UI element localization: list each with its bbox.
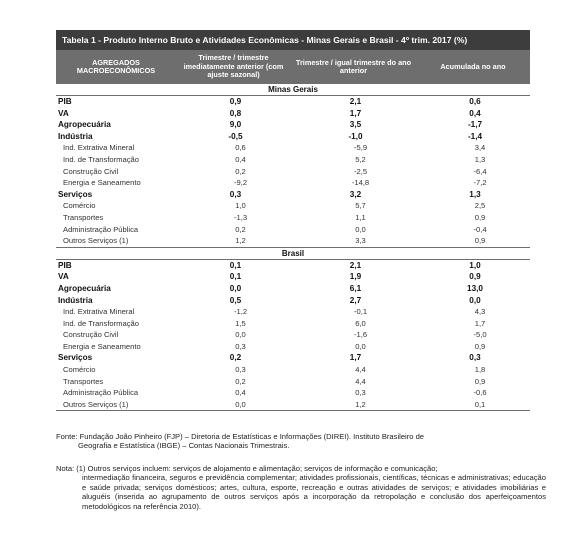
value-quarter-vs-year-ago: 6,1 — [349, 283, 362, 293]
value-quarter-vs-year-ago: 6,0 — [355, 318, 366, 328]
table-row — [56, 177, 530, 189]
row-label: Administração Pública — [63, 224, 139, 234]
value-quarter-vs-previous: 0,0 — [229, 283, 242, 293]
header-aggregates: AGREGADOS MACROECONÔMICOS — [76, 57, 156, 75]
footnote — [56, 464, 546, 511]
footnote-rest: intermediação financeira, seguros e previdência complementar; atividades profissionais, científicas, técnicas e administrativas; educação e saúde privada; serviços domésticos; artes, cultura, esporte, recreação e outras atividades de serviços; e atividades imobiliárias e aluguéis (inserida ao agrupamento de outros serviços após a incorporação da retropolação e conclusão dos aperfeiçoamentos metodológicos na referência 2010). — [82, 473, 546, 511]
header-quarter-vs-year-ago: Trimestre / igual trimestre do ano anterior — [295, 57, 412, 75]
value-quarter-vs-previous: -0,5 — [228, 131, 243, 141]
value-quarter-vs-year-ago: 1,7 — [349, 108, 362, 118]
value-accumulated: -0,6 — [473, 388, 487, 398]
table-row — [56, 271, 530, 283]
table-row — [56, 131, 530, 143]
value-quarter-vs-previous: 0,3 — [229, 189, 242, 199]
value-quarter-vs-previous: 0,6 — [235, 143, 246, 153]
table-row — [56, 96, 530, 108]
value-accumulated: 1,3 — [474, 154, 486, 164]
row-label: PIB — [58, 97, 72, 106]
row-label: Transportes — [63, 376, 104, 386]
footnote-first-line: Nota: (1) Outros serviços incluem: serviços de alojamento e alimentação; serviços de informação e comunicação; — [56, 464, 438, 473]
value-accumulated: 0,9 — [474, 376, 486, 386]
value-quarter-vs-year-ago: 2,1 — [349, 260, 362, 270]
row-label: Transportes — [63, 212, 104, 222]
row-label: Indústria — [58, 131, 93, 141]
value-quarter-vs-previous: 0,5 — [229, 295, 242, 305]
row-label: Indústria — [58, 295, 93, 305]
row-label: Ind. de Transformação — [63, 154, 139, 164]
table-bottom-rule — [56, 410, 530, 411]
table-row — [56, 364, 530, 376]
value-quarter-vs-year-ago: 1,1 — [355, 212, 366, 222]
value-quarter-vs-previous: 0,2 — [235, 224, 246, 234]
value-accumulated: 0,3 — [469, 353, 481, 363]
value-accumulated: 1,8 — [474, 365, 486, 375]
value-quarter-vs-previous: 1,2 — [235, 236, 246, 246]
value-quarter-vs-year-ago: 0,0 — [355, 341, 366, 351]
value-accumulated: 4,3 — [474, 307, 486, 317]
row-label: Ind. Extrativa Mineral — [63, 307, 135, 317]
table-row — [56, 306, 530, 318]
header-quarter-vs-previous: Trimestre / trimestre imediatamente anterior (com ajuste sazonal) — [183, 53, 284, 80]
table-row — [56, 318, 530, 330]
value-accumulated: 13,0 — [467, 283, 483, 293]
row-label: Ind. de Transformação — [63, 318, 139, 328]
value-quarter-vs-previous: 0,4 — [235, 388, 246, 398]
row-label: Energia e Saneamento — [63, 341, 141, 351]
value-quarter-vs-year-ago: 2,1 — [349, 97, 362, 106]
source-line-1: Fonte: Fundação João Pinheiro (FJP) – Diretoria de Estatísticas e Informações (DIREI). Instituto Brasileiro de — [56, 432, 425, 441]
row-label: Comércio — [63, 365, 96, 375]
row-label: Energia e Saneamento — [63, 178, 141, 188]
value-quarter-vs-year-ago: 5,2 — [355, 154, 366, 164]
row-label: VA — [58, 272, 69, 282]
row-label: Comércio — [63, 201, 96, 211]
value-quarter-vs-previous: 0,0 — [235, 399, 246, 409]
value-quarter-vs-previous: 0,3 — [235, 365, 246, 375]
row-label: VA — [58, 108, 69, 118]
value-quarter-vs-previous: 0,2 — [235, 166, 246, 176]
row-label: Ind. Extrativa Mineral — [63, 143, 135, 153]
gdp-table — [56, 30, 530, 411]
table-row — [56, 295, 530, 307]
value-accumulated: -6,4 — [473, 166, 487, 176]
value-quarter-vs-year-ago: 2,7 — [349, 295, 362, 305]
value-quarter-vs-year-ago: 3,2 — [349, 189, 362, 199]
row-label: Outros Serviços (1) — [63, 399, 129, 409]
table-row — [56, 108, 530, 120]
table-row — [56, 142, 530, 154]
value-quarter-vs-year-ago: -2,5 — [353, 166, 368, 176]
table-row — [56, 283, 530, 295]
value-accumulated: -7,2 — [473, 178, 487, 188]
value-quarter-vs-year-ago: 4,4 — [355, 365, 366, 375]
value-quarter-vs-previous: -1,3 — [233, 212, 248, 222]
value-quarter-vs-previous: 0,1 — [229, 272, 242, 282]
section-header: Brasil — [56, 247, 530, 260]
value-quarter-vs-year-ago: 3,5 — [349, 120, 362, 130]
row-label: Outros Serviços (1) — [63, 236, 129, 246]
table-row — [56, 341, 530, 353]
value-quarter-vs-year-ago: 3,3 — [355, 236, 366, 246]
table-row — [56, 212, 530, 224]
value-accumulated: 3,4 — [474, 143, 486, 153]
value-quarter-vs-year-ago: -0,1 — [353, 307, 368, 317]
value-accumulated: -1,7 — [467, 120, 483, 130]
row-label: Administração Pública — [63, 388, 139, 398]
row-label: Construção Civil — [63, 330, 119, 340]
value-quarter-vs-year-ago: 5,7 — [355, 201, 366, 211]
value-quarter-vs-previous: -1,2 — [233, 307, 248, 317]
value-accumulated: 0,4 — [469, 108, 481, 118]
value-accumulated: 1,7 — [474, 318, 486, 328]
value-quarter-vs-year-ago: 1,9 — [349, 272, 362, 282]
value-accumulated: 1,3 — [469, 189, 481, 199]
value-quarter-vs-year-ago: 0,3 — [355, 388, 366, 398]
value-quarter-vs-previous: 1,0 — [235, 201, 246, 211]
value-quarter-vs-year-ago: -1,0 — [348, 131, 363, 141]
section-header: Minas Gerais — [56, 84, 530, 96]
table-header — [56, 50, 530, 84]
value-quarter-vs-previous: 9,0 — [229, 120, 242, 130]
value-quarter-vs-year-ago: 1,2 — [355, 399, 366, 409]
table-row — [56, 154, 530, 166]
table-row — [56, 387, 530, 399]
table-row — [56, 376, 530, 388]
table-row — [56, 399, 530, 411]
source-note — [56, 432, 546, 451]
value-accumulated: 0,9 — [474, 212, 486, 222]
table-row — [56, 260, 530, 272]
row-label: Serviços — [58, 189, 93, 199]
value-quarter-vs-year-ago: -1,6 — [353, 330, 368, 340]
value-quarter-vs-previous: 0,0 — [235, 330, 246, 340]
table-row — [56, 235, 530, 247]
row-label: Serviços — [58, 353, 93, 363]
table-row — [56, 189, 530, 201]
table-title: Tabela 1 - Produto Interno Bruto e Atividades Econômicas - Minas Gerais e Brasil - 4º trim. 2017 (%) — [56, 30, 530, 50]
value-accumulated: 0,9 — [474, 341, 486, 351]
value-quarter-vs-year-ago: 0,0 — [355, 224, 366, 234]
table-row — [56, 329, 530, 341]
table-row — [56, 352, 530, 364]
value-accumulated: 0,6 — [469, 97, 481, 106]
value-quarter-vs-year-ago: 1,7 — [349, 353, 362, 363]
row-label: Agropecuária — [58, 283, 111, 293]
table-row — [56, 200, 530, 212]
value-accumulated: 2,5 — [474, 201, 486, 211]
value-quarter-vs-year-ago: 4,4 — [355, 376, 366, 386]
value-quarter-vs-previous: 0,8 — [229, 108, 242, 118]
row-label: Construção Civil — [63, 166, 119, 176]
value-accumulated: -1,4 — [467, 131, 483, 141]
table-body — [56, 84, 530, 411]
value-accumulated: -5,0 — [473, 330, 487, 340]
value-quarter-vs-previous: 0,9 — [229, 97, 242, 106]
table-row — [56, 224, 530, 236]
value-accumulated: -0,4 — [473, 224, 487, 234]
value-quarter-vs-previous: 0,4 — [235, 154, 246, 164]
value-quarter-vs-previous: 0,2 — [235, 376, 246, 386]
table-row — [56, 166, 530, 178]
value-quarter-vs-previous: 0,1 — [229, 260, 242, 270]
value-quarter-vs-previous: 0,2 — [229, 353, 242, 363]
value-quarter-vs-previous: -9,2 — [233, 178, 248, 188]
value-quarter-vs-previous: 1,5 — [235, 318, 246, 328]
table-row — [56, 119, 530, 131]
header-accumulated: Acumulada no ano — [440, 61, 506, 71]
value-quarter-vs-year-ago: -14,8 — [351, 178, 370, 188]
source-line-2: Geografia e Estatística (IBGE) – Contas Nacionais Trimestrais. — [78, 441, 290, 451]
value-accumulated: 0,0 — [469, 295, 481, 305]
value-quarter-vs-previous: 0,3 — [235, 341, 246, 351]
value-quarter-vs-year-ago: -5,9 — [353, 143, 368, 153]
value-accumulated: 0,9 — [469, 272, 481, 282]
value-accumulated: 1,0 — [469, 260, 481, 270]
value-accumulated: 0,9 — [474, 236, 486, 246]
row-label: Agropecuária — [58, 120, 111, 130]
value-accumulated: 0,1 — [474, 399, 486, 409]
row-label: PIB — [58, 260, 72, 270]
